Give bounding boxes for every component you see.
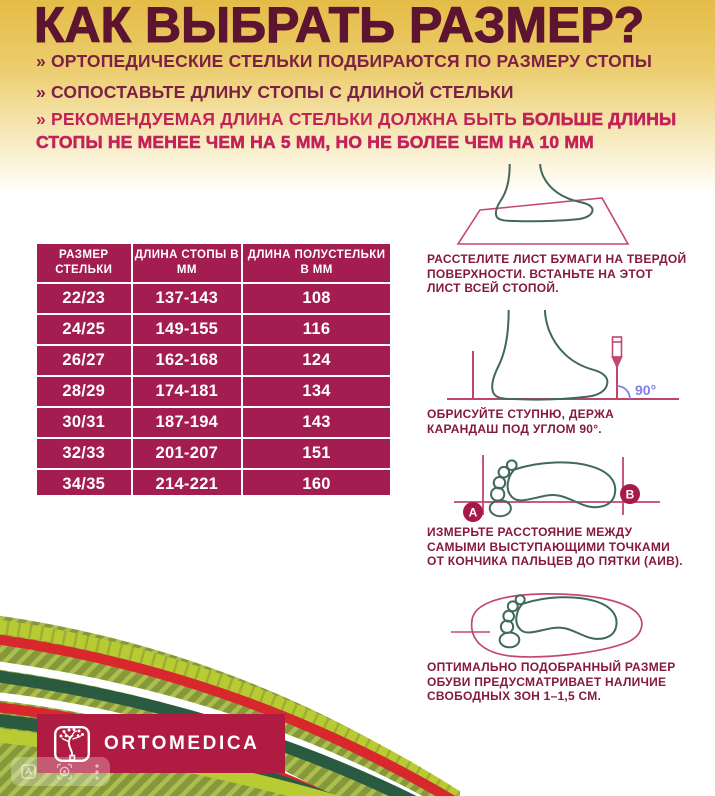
table-cell: 137-143: [132, 283, 243, 314]
table-row: [37, 314, 390, 345]
measure-footprint-diagram: [430, 451, 694, 525]
table-cell: 24/25: [37, 314, 132, 345]
table-cell: 134: [242, 376, 390, 407]
foot-side-outline: [496, 164, 593, 221]
table-cell: 26/27: [37, 345, 132, 376]
foot-on-paper-diagram: [448, 160, 638, 250]
toe-outline: [507, 460, 517, 470]
footprint-outline: [516, 597, 616, 639]
column-header-foot-length: ДЛИНА СТОПЫ В ММ: [132, 244, 243, 283]
table-header-row: [37, 244, 390, 283]
bullet-item-3: [36, 108, 701, 154]
footprint-outline: [508, 462, 616, 507]
table-row: [37, 469, 390, 495]
instruction-step-4: ОПТИМАЛЬНО ПОДОБРАННЫЙ РАЗМЕР ОБУВИ ПРЕДУСМАТРИВАЕТ НАЛИЧИЕ СВОБОДНЫХ ЗОН 1–1,5 СМ.: [427, 660, 676, 704]
bullet-3-normal-text: » РЕКОМЕНДУЕМАЯ ДЛИНА СТЕЛЬКИ ДОЛЖНА БЫТЬ: [36, 109, 523, 129]
instruction-step-3: ИЗМЕРЬТЕ РАССТОЯНИЕ МЕЖДУ САМЫМИ ВЫСТУПАЮЩИМИ ТОЧКАМИ ОТ КОНЧИКА ПАЛЬЦЕВ ДО ПЯТКИ (АИВ).: [427, 525, 683, 569]
trace-foot-diagram: [437, 301, 695, 407]
table-cell: 124: [242, 345, 390, 376]
toe-outline: [516, 595, 525, 604]
size-table: [37, 244, 390, 495]
toe-outline: [501, 621, 513, 633]
foot-side-outline: [492, 310, 607, 400]
point-a-badge: [463, 502, 483, 522]
table-cell: 30/31: [37, 407, 132, 438]
svg-text:В: В: [625, 487, 635, 502]
point-b-badge: [620, 484, 640, 504]
table-row: [37, 407, 390, 438]
table-cell: 22/23: [37, 283, 132, 314]
angle-arc: [617, 386, 630, 399]
table-cell: 201-207: [132, 438, 243, 469]
toe-outline: [494, 477, 505, 488]
image-hover-toolbar: [11, 757, 110, 786]
instruction-step-1: РАССТЕЛИТЕ ЛИСТ БУМАГИ НА ТВЕРДОЙ ПОВЕРХНОСТИ. ВСТАНЬТЕ НА ЭТОТ ЛИСТ ВСЕЙ СТОПОЙ.: [427, 252, 687, 296]
bullet-item-1: » ОРТОПЕДИЧЕСКИЕ СТЕЛЬКИ ПОДБИРАЮТСЯ ПО РАЗМЕРУ СТОПЫ: [36, 51, 653, 71]
brand-name: ORTOMEDICA: [104, 732, 260, 754]
table-cell: 187-194: [132, 407, 243, 438]
table-cell: 160: [242, 469, 390, 495]
table-cell: 174-181: [132, 376, 243, 407]
table-cell: 143: [242, 407, 390, 438]
table-row: [37, 345, 390, 376]
toe-outline: [491, 488, 504, 501]
instruction-step-2: ОБРИСУЙТЕ СТУПНЮ, ДЕРЖА КАРАНДАШ ПОД УГЛОМ 90°.: [427, 407, 615, 436]
table-cell: 116: [242, 314, 390, 345]
translate-icon[interactable]: [21, 764, 36, 779]
table-cell: 162-168: [132, 345, 243, 376]
table-cell: 151: [242, 438, 390, 469]
svg-text:А: А: [468, 505, 478, 520]
table-cell: 149-155: [132, 314, 243, 345]
footprint-in-shoe-diagram: [448, 588, 676, 662]
table-cell: 214-221: [132, 469, 243, 495]
table-cell: 32/33: [37, 438, 132, 469]
table-cell: 28/29: [37, 376, 132, 407]
bullet-item-2: » СОПОСТАВЬТЕ ДЛИНУ СТОПЫ С ДЛИНОЙ СТЕЛЬКИ: [36, 82, 514, 102]
big-toe-outline: [500, 633, 520, 648]
size-table-body: [37, 283, 390, 495]
column-header-insole-size: РАЗМЕР СТЕЛЬКИ: [37, 244, 132, 283]
pencil-icon: [613, 337, 622, 367]
table-row: [37, 283, 390, 314]
table-cell: 34/35: [37, 469, 132, 495]
table-row: [37, 438, 390, 469]
more-options-icon[interactable]: [94, 763, 100, 781]
lens-icon[interactable]: [56, 763, 73, 780]
angle-90-label: 90°: [635, 382, 657, 398]
table-cell: 108: [242, 283, 390, 314]
column-header-half-insole-length: ДЛИНА ПОЛУСТЕЛЬКИ В ММ: [242, 244, 390, 283]
table-row: [37, 376, 390, 407]
page-title: КАК ВЫБРАТЬ РАЗМЕР?: [34, 0, 645, 53]
bullet-3-emphasis-text-line2: СТОПЫ НЕ МЕНЕЕ ЧЕМ НА 5 ММ, НО НЕ БОЛЕЕ ЧЕМ НА 10 ММ: [36, 132, 594, 152]
bullet-3-emphasis-text: БОЛЬШЕ ДЛИНЫ: [522, 109, 677, 129]
